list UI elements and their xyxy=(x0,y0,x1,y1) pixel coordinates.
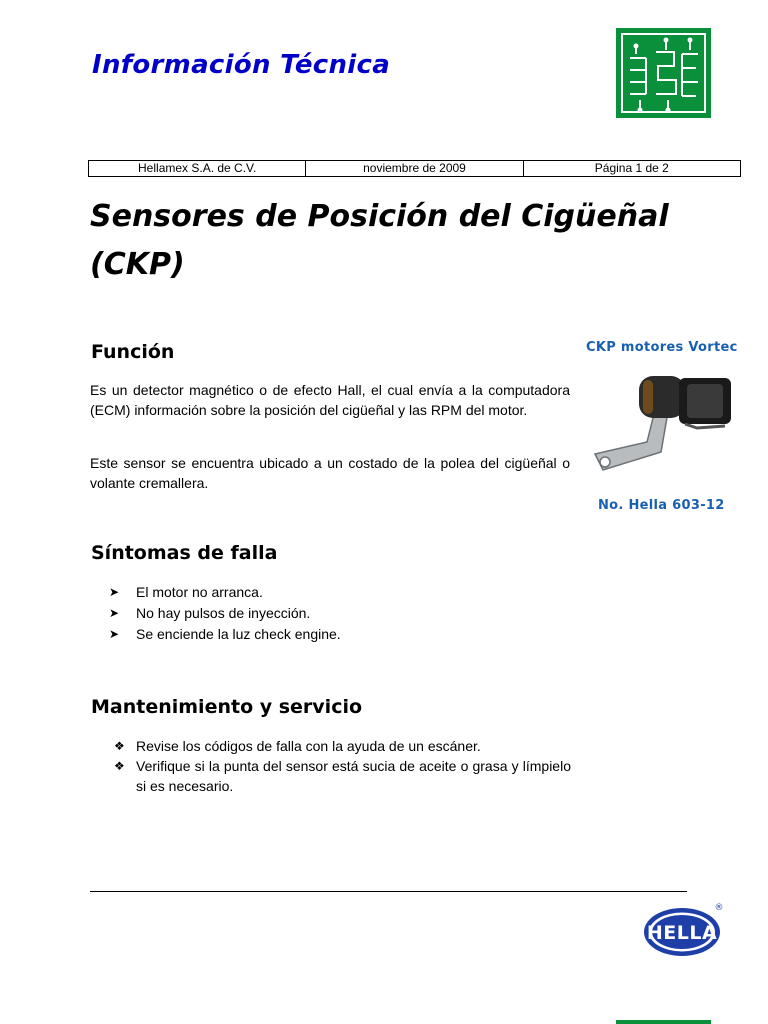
sintomas-heading: Síntomas de falla xyxy=(91,542,278,564)
hella-logo-text: HELLA xyxy=(646,922,718,944)
list-item: ➤ Se enciende la luz check engine. xyxy=(109,626,341,642)
info-date: noviembre de 2009 xyxy=(306,161,523,176)
funcion-paragraph-2: Este sensor se encuentra ubicado a un costado de la polea del cigüeñal o volante cremallera. xyxy=(90,455,570,491)
mantenimiento-heading: Mantenimiento y servicio xyxy=(91,696,363,718)
main-title: Sensores de Posición del Cigüeñal (CKP) xyxy=(90,199,669,282)
circuit-board-logo xyxy=(616,28,711,118)
document-info-table xyxy=(88,160,741,177)
info-page-number: Página 1 de 2 xyxy=(594,161,669,175)
diamond-bullet-icon: ❖ xyxy=(114,739,125,753)
product-caption-top: CKP motores Vortec xyxy=(586,340,738,355)
next-page-logo-edge xyxy=(616,1020,711,1024)
arrowhead-bullet-icon: ➤ xyxy=(109,585,120,599)
footer-divider xyxy=(90,891,687,892)
product-caption-bottom: No. Hella 603-12 xyxy=(598,498,725,513)
info-company: Hellamex S.A. de C.V. xyxy=(89,161,306,176)
document-header-title: Información Técnica xyxy=(92,50,391,80)
arrowhead-bullet-icon: ➤ xyxy=(109,606,120,620)
funcion-heading: Función xyxy=(91,341,175,363)
hella-logo xyxy=(642,900,728,960)
diamond-bullet-icon: ❖ xyxy=(114,759,125,773)
registered-mark: ® xyxy=(714,903,724,913)
list-item: ❖ Verifique si la punta del sensor está sucia de aceite o grasa y límpielo si es necesario. xyxy=(114,758,571,794)
list-item: ➤ No hay pulsos de inyección. xyxy=(109,605,311,621)
list-item: ➤ El motor no arranca. xyxy=(109,584,263,600)
arrowhead-bullet-icon: ➤ xyxy=(109,627,120,641)
mantenimiento-list xyxy=(114,736,571,796)
ckp-sensor-image xyxy=(585,366,745,478)
sintomas-list xyxy=(109,582,589,645)
list-item: ❖ Revise los códigos de falla con la ayuda de un escáner. xyxy=(114,738,481,754)
funcion-paragraph-1: Es un detector magnético o de efecto Hall, el cual envía a la computadora (ECM) información sobre la posición del cigüeñal y las RPM del motor. xyxy=(90,382,570,418)
